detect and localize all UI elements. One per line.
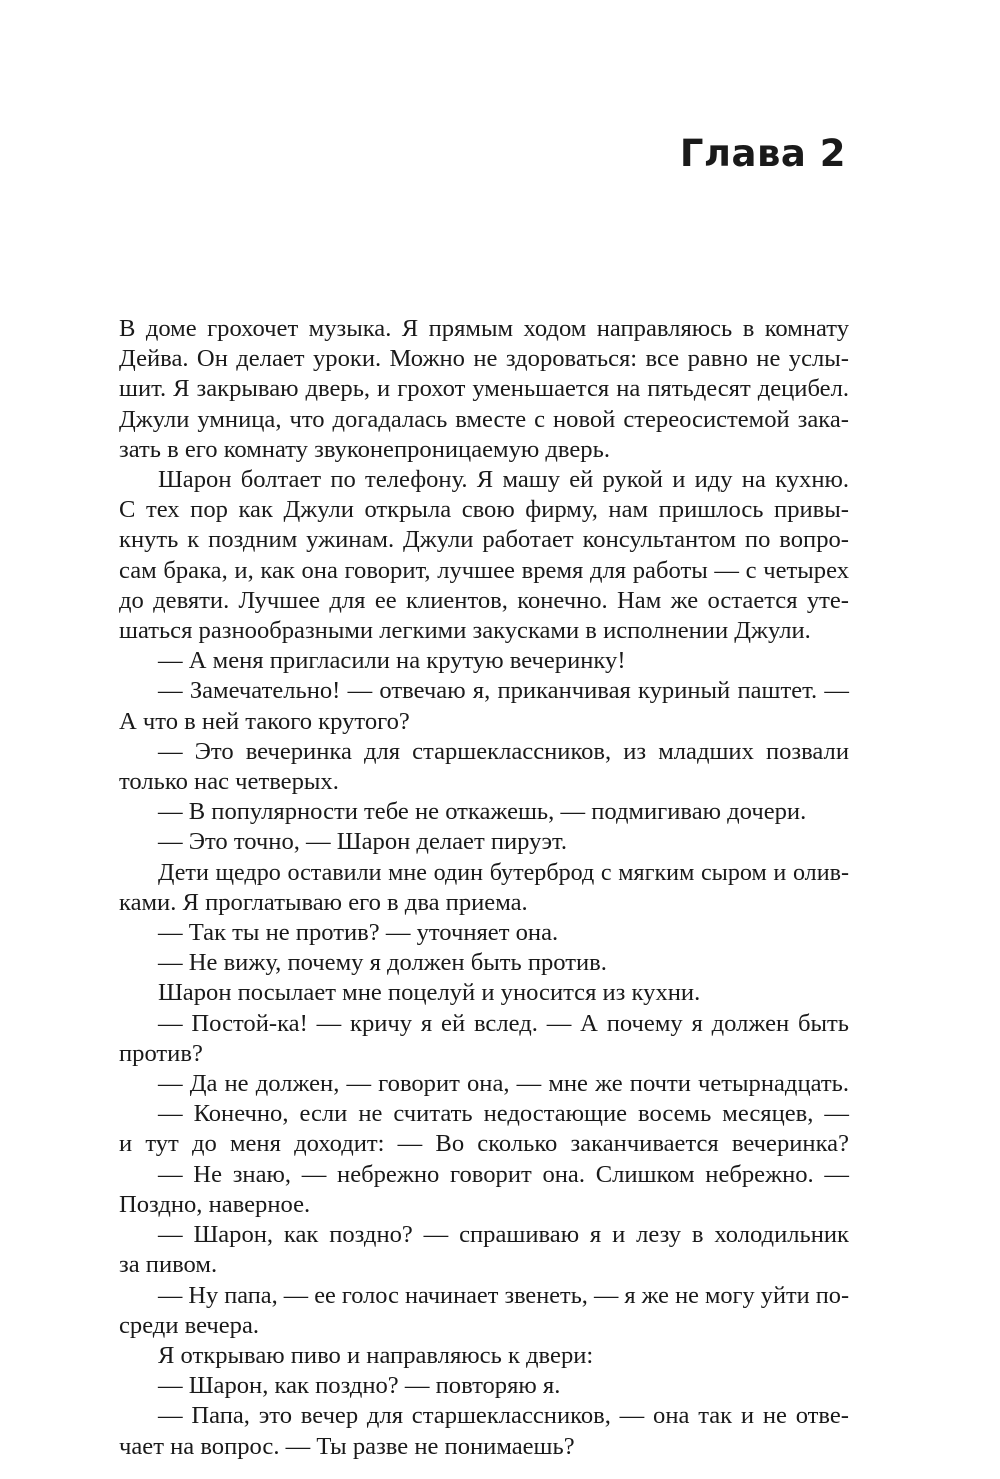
text-line: ками. Я проглатываю его в два приема. — [119, 888, 528, 916]
text-line: кнуть к поздним ужинам. Джули работает консультантом по вопро- — [119, 526, 849, 554]
text-line: Шарон посылает мне поцелуй и уносится из кухни. — [158, 979, 701, 1007]
text-line: зать в его комнату звуконепроницаемую дверь. — [119, 435, 610, 463]
text-line: до девяти. Лучшее для ее клиентов, конечно. Нам же остается уте- — [119, 586, 849, 614]
text-line: Поздно, наверное. — [119, 1190, 311, 1218]
text-line: А что в ней такого крутого? — [119, 707, 410, 735]
text-line: — Не знаю, — небрежно говорит она. Слишком небрежно. — — [158, 1160, 849, 1188]
text-line: шаться разнообразными легкими закусками в исполнении Джули. — [119, 617, 811, 645]
text-line: — Это точно, — Шарон делает пируэт. — [158, 828, 568, 856]
text-line: среди вечера. — [119, 1311, 260, 1339]
text-line: — Так ты не против? — уточняет она. — [158, 919, 559, 947]
text-line: — Да не должен, — говорит она, — мне же почти четырнадцать. — [158, 1070, 849, 1098]
text-line: против? — [119, 1039, 203, 1067]
text-line: — Не вижу, почему я должен быть против. — [158, 949, 607, 977]
text-line: — Ну папа, — ее голос начинает звенеть, — я же не могу уйти по- — [158, 1281, 850, 1309]
text-line: В доме грохочет музыка. Я прямым ходом направляюсь в комнату — [119, 315, 849, 342]
text-line: — Постой-ка! — кричу я ей вслед. — А почему я должен быть — [158, 1009, 849, 1037]
text-line: шит. Я закрываю дверь, и грохот уменьшается на пятьдесят децибел. — [119, 375, 849, 403]
text-line: сам брака, и, как она говорит, лучшее время для работы — с четырех — [119, 556, 849, 584]
chapter-body-text — [119, 314, 849, 1462]
text-line: за пивом. — [119, 1251, 218, 1279]
text-line: Я открываю пиво и направляюсь к двери: — [158, 1341, 594, 1369]
text-line: — В популярности тебе не откажешь, — подмигиваю дочери. — [158, 798, 807, 826]
chapter-title: Глава 2 — [679, 132, 846, 175]
text-line: — Шарон, как поздно? — повторяю я. — [158, 1372, 561, 1400]
text-line: и тут до меня доходит: — Во сколько заканчивается вечеринка? — [119, 1130, 849, 1158]
text-line: — Папа, это вечер для старшеклассников, — она так и не отве- — [158, 1402, 849, 1430]
text-line: Дети щедро оставили мне один бутерброд с мягким сыром и олив- — [158, 859, 849, 886]
text-line: — Замечательно! — отвечаю я, приканчивая куриный паштет. — — [158, 677, 849, 705]
text-line: С тех пор как Джули открыла свою фирму, нам пришлось привы- — [119, 496, 849, 524]
text-line: — Шарон, как поздно? — спрашиваю я и лезу в холодильник — [158, 1221, 849, 1249]
text-line: — А меня пригласили на крутую вечеринку! — [158, 647, 626, 675]
text-line: — Это вечеринка для старшеклассников, из младших позвали — [158, 737, 849, 765]
text-line: Джули умница, что догадалась вместе с новой стереосистемой зака- — [119, 405, 849, 433]
text-line: Дейва. Он делает уроки. Можно не здороваться: все равно не услы- — [119, 345, 849, 373]
text-line: Шарон болтает по телефону. Я машу ей рукой и иду на кухню. — [158, 466, 849, 494]
text-line: — Конечно, если не считать недостающие восемь месяцев, — — [158, 1100, 849, 1128]
text-line: только нас четверых. — [119, 768, 339, 796]
text-line: чает на вопрос. — Ты разве не понимаешь? — [119, 1432, 575, 1460]
